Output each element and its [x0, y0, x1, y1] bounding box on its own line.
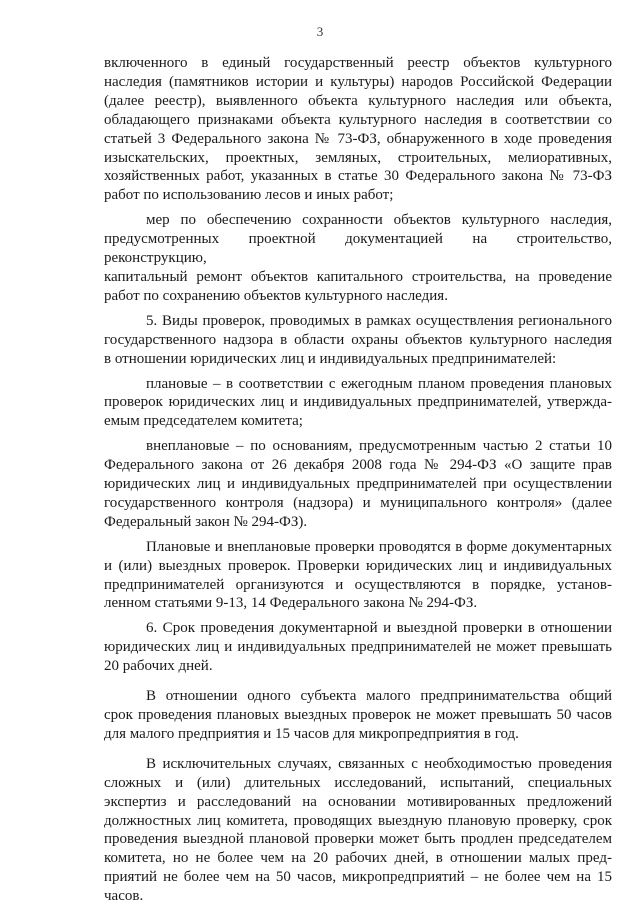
text-line: капитальный ремонт объектов капитального строительства, на проведение: [104, 268, 612, 285]
text-line: должностных лиц комитета, проводящих выездную плановую проверку, срок: [104, 812, 612, 829]
paragraph-continuation: [104, 54, 612, 205]
text-line: 5. Виды проверок, проводимых в рамках осуществления регионального: [146, 312, 612, 329]
text-line: работ по сохранению объектов культурного наследия.: [104, 287, 448, 304]
document-body: [104, 54, 612, 906]
text-line: Плановые и внеплановые проверки проводятся в форме документарных: [146, 538, 612, 555]
paragraph-inspection-form: [104, 538, 612, 614]
text-line: юридических лиц и индивидуальных предпринимателей не может превышать: [104, 639, 612, 656]
text-line: В исключительных случаях, связанных с необходимостью проведения: [146, 755, 612, 772]
text-line: статьей 3 Федерального закона № 73-ФЗ, обнаруженного в ходе проведения: [104, 130, 612, 147]
text-line: юридических лиц и индивидуальных предпринимателей при осуществлении: [104, 476, 612, 493]
text-line: 6. Срок проведения документарной и выездной проверки в отношении: [146, 620, 612, 637]
text-line: Федеральный закон № 294-ФЗ).: [104, 513, 308, 530]
text-line: внеплановые – по основаниям, предусмотренным частью 2 статьи 10: [146, 438, 612, 455]
text-line: экспертиз и расследований на основании мотивированных предложений: [104, 793, 612, 810]
text-line: и (или) выездных проверок. Проверки юридических лиц и индивидуальных: [104, 557, 612, 574]
text-line: государственного надзора в области охраны объектов культурного наследия: [104, 331, 612, 348]
text-line: в отношении юридических лиц и индивидуальных предпринимателей:: [104, 350, 557, 367]
text-line: сложных и (или) длительных исследований, испытаний, специальных: [104, 774, 612, 791]
text-line: срок проведения плановых выездных проверок не может превышать 50 часов: [104, 707, 612, 723]
text-line: приятий не более чем на 50 часов, микропредприятий – не более чем на 15 часов.: [104, 869, 612, 905]
text-line: предусмотренных проектной документацией на строительство, реконструкцию,: [104, 231, 612, 267]
text-line: мер по обеспечению сохранности объектов культурного наследия,: [146, 212, 612, 229]
paragraph-unplanned: [104, 437, 612, 532]
paragraph-exceptional-cases: [104, 755, 612, 906]
text-line: государственного контроля (надзора) и муниципального контроля» (далее: [104, 494, 612, 511]
paragraph-item-5: [104, 312, 612, 369]
text-line: изыскательских, проектных, земляных, строительных, мелиоративных,: [104, 149, 612, 166]
paragraph-measures: [104, 211, 612, 306]
text-line: комитета, но не более чем на 20 рабочих дней, в отношении малых пред-: [104, 850, 612, 867]
text-line: работ по использованию лесов и иных работ;: [104, 187, 394, 204]
text-line: плановые – в соответствии с ежегодным планом проведения плановых: [146, 375, 612, 392]
text-line: хозяйственных работ, указанных в статье 30 Федерального закона № 73-ФЗ: [104, 168, 612, 185]
text-line: (далее реестр), выявленного объекта культурного наследия или объекта,: [104, 92, 612, 109]
text-line: включенного в единый государственный реестр объектов культурного: [104, 55, 612, 71]
page-number: 3: [316, 24, 324, 39]
text-line: емым председателем комитета;: [104, 413, 303, 430]
text-line: 20 рабочих дней.: [104, 658, 213, 675]
text-line: ленном статьями 9-13, 14 Федерального закона № 294-ФЗ.: [104, 595, 478, 612]
text-line: Федерального закона от 26 декабря 2008 года № 294-ФЗ «О защите прав: [104, 457, 612, 474]
text-line: В отношении одного субъекта малого предпринимательства общий: [146, 688, 612, 705]
text-line: проверок юридических лиц и индивидуальных предпринимателей, утвержда-: [104, 394, 612, 411]
text-line: проведения выездной плановой проверки может быть продлен председателем: [104, 831, 612, 848]
text-line: для малого предприятия и 15 часов для микропредприятия в год.: [104, 725, 519, 742]
text-line: обладающего признаками объекта культурного наследия в соответствии со: [104, 111, 612, 128]
text-line: наследия (памятников истории и культуры) народов Российской Федерации: [104, 73, 612, 90]
paragraph-planned: [104, 375, 612, 432]
paragraph-item-6: [104, 619, 612, 676]
text-line: предпринимателей организуются и осуществляются в порядке, установ-: [104, 576, 612, 593]
paragraph-small-business: [104, 687, 612, 744]
